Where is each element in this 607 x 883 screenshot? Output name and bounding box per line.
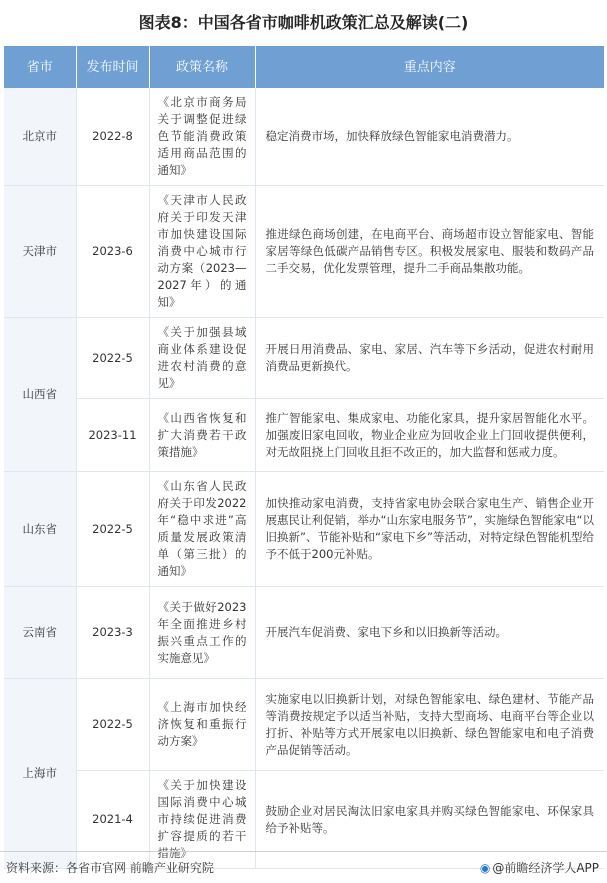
brand-logo-icon: ◉ [479, 861, 491, 875]
page-title: 图表8：中国各省市咖啡机政策汇总及解读(二) [138, 13, 469, 32]
table-row [4, 399, 604, 472]
province-cell: 上海市 [4, 679, 76, 869]
date-cell: 2023-3 [76, 587, 149, 679]
policy-name-cell: 《上海市加快经济恢复和重振行动方案》 [149, 679, 255, 771]
table-row [4, 472, 604, 587]
date-cell: 2022-5 [76, 472, 149, 587]
table-row [4, 186, 604, 318]
column-header-province: 省市 [4, 46, 76, 88]
province-cell: 北京市 [4, 88, 76, 186]
footer [0, 851, 607, 883]
date-cell: 2022-5 [76, 318, 149, 399]
date-cell: 2023-6 [76, 186, 149, 318]
date-cell: 2022-5 [76, 679, 149, 771]
policy-table [4, 46, 604, 869]
policy-name-cell: 《山西省恢复和扩大消费若干政策措施》 [149, 399, 255, 472]
column-header-key-content: 重点内容 [255, 46, 604, 88]
province-cell: 山西省 [4, 318, 76, 472]
policy-name-cell: 《山东省人民政府关于印发2022年“稳中求进”高质量发展政策清单（第三批）的通知》 [149, 472, 255, 587]
key-content-cell: 稳定消费市场，加快释放绿色智能家电消费潜力。 [255, 88, 604, 186]
policy-name-cell: 《关于做好2023年全面推进乡村振兴重点工作的实施意见》 [149, 587, 255, 679]
table-row [4, 88, 604, 186]
table-row [4, 679, 604, 771]
source-note: 资料来源：各省市官网 前瞻产业研究院 [6, 861, 214, 875]
province-cell: 天津市 [4, 186, 76, 318]
key-content-cell: 开展日用消费品、家电、家居、汽车等下乡活动，促进农村耐用消费品更新换代。 [255, 318, 604, 399]
policy-name-cell: 《关于加快建设国际消费中心城市持续促进消费扩容提质的若干措施》 [149, 771, 255, 869]
table-row [4, 587, 604, 679]
key-content-cell: 鼓励企业对居民淘汰旧家电家具并购买绿色智能家电、环保家具给予补贴等。 [255, 771, 604, 869]
column-header-date: 发布时间 [76, 46, 149, 88]
key-content-cell: 加快推动家电消费，支持省家电协会联合家电生产、销售企业开展惠民让利促销，举办“山东家电服务节”，实施绿色智能家电“以旧换新”、节能补贴和“家电下乡”等活动，对特定绿色智能机型给予不低于200元补贴。 [255, 472, 604, 587]
date-cell: 2023-11 [76, 399, 149, 472]
key-content-cell: 推广智能家电、集成家电、功能化家具，提升家居智能化水平。加强废旧家电回收，物业企业应为回收企业上门回收提供便利，对无故阻挠上门回收且拒不改正的，加大监督和惩戒力度。 [255, 399, 604, 472]
province-cell: 云南省 [4, 587, 76, 679]
brand-label: @前瞻经济学人APP [492, 861, 599, 875]
province-cell: 山东省 [4, 472, 76, 587]
brand-credit [480, 859, 599, 876]
column-header-policy-name: 政策名称 [149, 46, 255, 88]
policy-name-cell: 《天津市人民政府关于印发天津市加快建设国际消费中心城市行动方案（2023—2027年）的通知》 [149, 186, 255, 318]
policy-name-cell: 《北京市商务局关于调整促进绿色节能消费政策适用商品范围的通知》 [149, 88, 255, 186]
key-content-cell: 实施家电以旧换新计划，对绿色智能家电、绿色建材、节能产品等消费按规定予以适当补贴，支持大型商场、电商平台等企业以打折、补贴等方式开展家电以旧换新、绿色智能家电和电子消费产品促销等活动。 [255, 679, 604, 771]
date-cell: 2022-8 [76, 88, 149, 186]
date-cell: 2021-4 [76, 771, 149, 869]
key-content-cell: 推进绿色商场创建，在电商平台、商场超市设立智能家电、智能家居等绿色低碳产品销售专区。积极发展家电、服装和数码产品二手交易，优化发票管理，提升二手商品集散功能。 [255, 186, 604, 318]
key-content-cell: 开展汽车促消费、家电下乡和以旧换新等活动。 [255, 587, 604, 679]
table-header-row [4, 46, 604, 88]
policy-name-cell: 《关于加强县域商业体系建设促进农村消费的意见》 [149, 318, 255, 399]
table-row [4, 318, 604, 399]
